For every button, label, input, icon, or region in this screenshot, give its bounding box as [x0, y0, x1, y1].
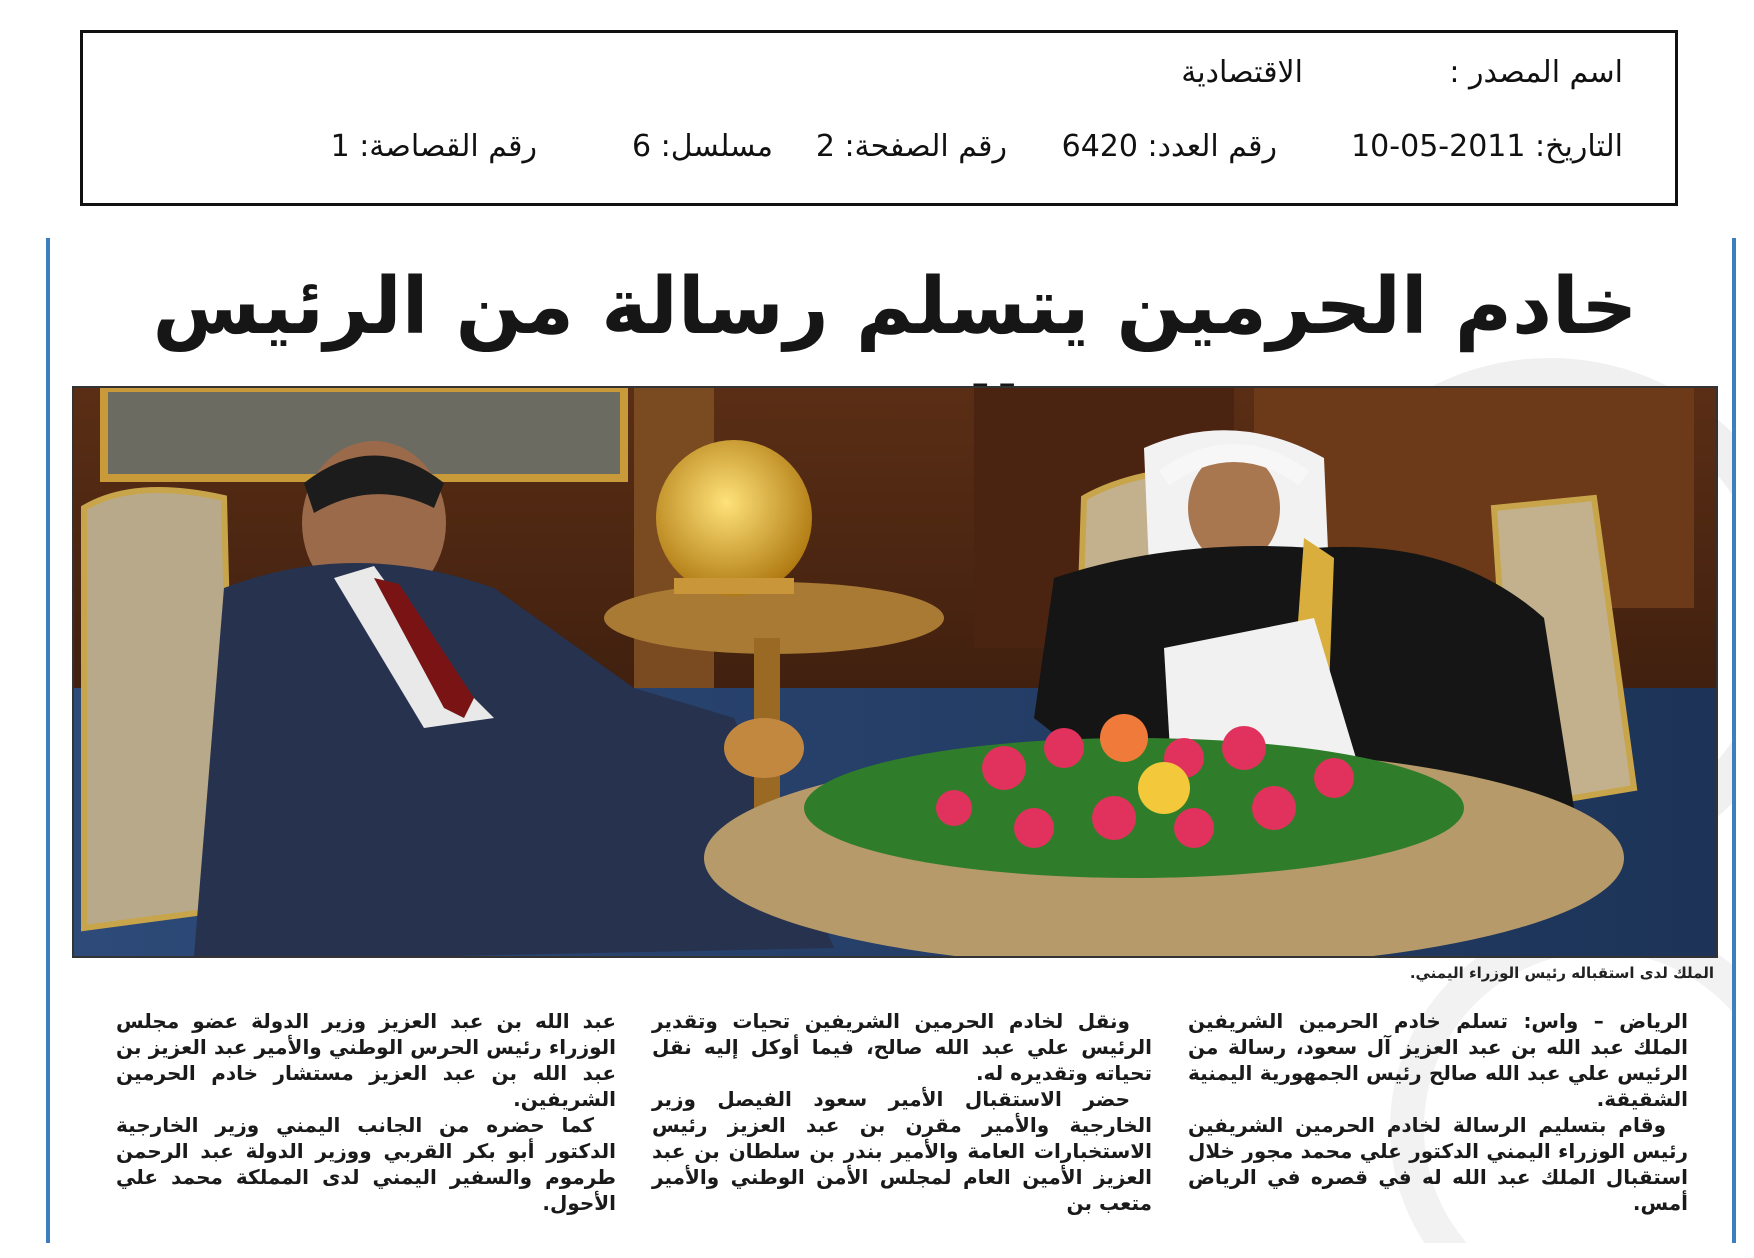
- paragraph: ونقل لخادم الحرمين الشريفين تحيات وتقدير الرئيس علي عبد الله صالح، فيما أوكل إليه نقل تحياته وتقديره له.: [652, 1009, 1152, 1085]
- clipping-metadata-box: [80, 30, 1678, 206]
- paragraph: حضر الاستقبال الأمير سعود الفيصل وزير الخارجية والأمير مقرن بن عبد العزيز رئيس الاستخبارات العامة والأمير بندر بن سلطان بن عبد العزيز الأمين العام لمجلس الأمن الوطني والأمير متعب بن: [652, 1087, 1152, 1215]
- article-column-1: [1188, 1008, 1688, 1216]
- article-column-3: [116, 1008, 616, 1216]
- clip-number-field: رقم القصاصة: 1: [330, 129, 537, 164]
- paragraph: الرياض – واس: تسلم خادم الحرمين الشريفين الملك عبد الله بن عبد العزيز آل سعود، رسالة من الرئيس علي عبد الله صالح رئيس الجمهورية اليمنية الشقيقة.: [1188, 1009, 1688, 1111]
- page-number-field: رقم الصفحة: 2: [815, 129, 1007, 164]
- paragraph: عبد الله بن عبد العزيز وزير الدولة عضو مجلس الوزراء رئيس الحرس الوطني والأمير عبد العزيز بن عبد الله بن عبد العزيز مستشار خادم الحرمين الشريفين.: [116, 1009, 616, 1111]
- article-column-2: [652, 1008, 1152, 1216]
- photo-caption: الملك لدى استقباله رئيس الوزراء اليمني.: [1409, 964, 1714, 982]
- issue-number-field: رقم العدد: 6420: [1061, 129, 1277, 164]
- article-headline: خادم الحرمين يتسلم رسالة من الرئيس: [152, 262, 1638, 352]
- paragraph: كما حضره من الجانب اليمني وزير الخارجية الدكتور أبو بكر القربي ووزير الدولة عبد الرحمن طرموم والسفير اليمني لدى المملكة محمد علي الأحول.: [116, 1113, 616, 1215]
- source-label: اسم المصدر :: [1449, 55, 1623, 90]
- date-field: التاريخ: 2011-05-10: [1351, 129, 1623, 164]
- article-photo: [72, 386, 1718, 958]
- serial-field: مسلسل: 6: [632, 129, 773, 164]
- source-value: الاقتصادية: [1181, 55, 1303, 90]
- paragraph: وقام بتسليم الرسالة لخادم الحرمين الشريفين رئيس الوزراء اليمني الدكتور علي محمد مجور خلال استقبال الملك عبد الله له في قصره في الرياض أمس.: [1188, 1113, 1688, 1215]
- newspaper-clipping: [46, 238, 1736, 1243]
